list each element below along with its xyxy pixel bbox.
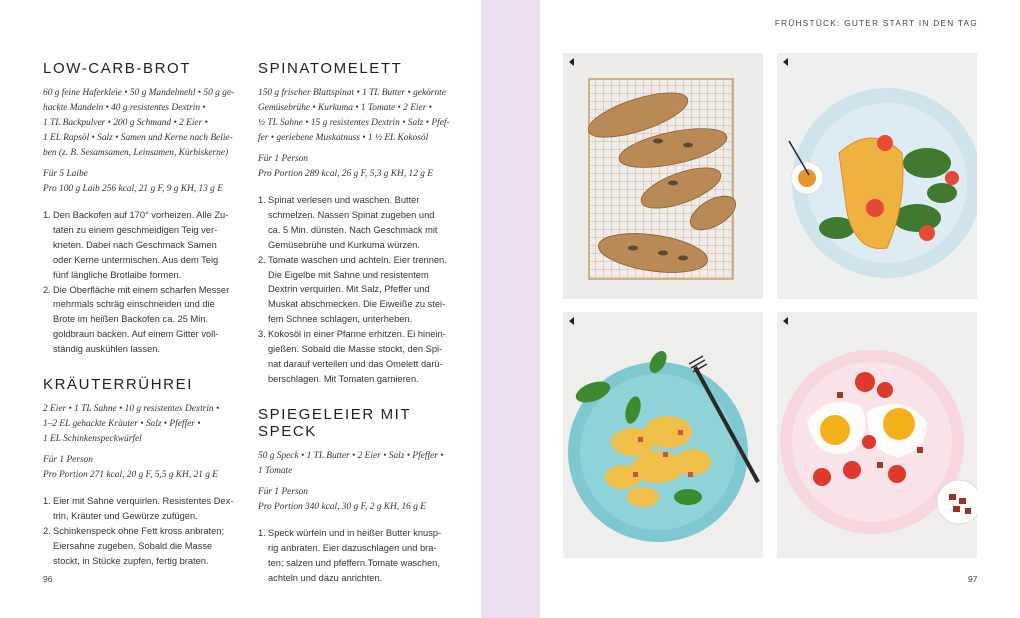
step-list <box>258 526 463 586</box>
step-list <box>43 494 243 569</box>
step-number: 2. <box>43 525 51 536</box>
step-line: Den Backofen auf 170° vorheizen. Alle Zu- <box>53 210 229 220</box>
step-item <box>43 494 243 524</box>
ingredient-line: 2 Eier • 1 TL Sahne • 10 g resistentes Dextrin • <box>43 404 220 415</box>
recipe-yield: Für 1 Person <box>258 154 308 164</box>
recipe-title: KRÄUTERRÜHREI <box>43 376 193 394</box>
recipe-low-carb-brot <box>43 60 243 357</box>
omelette-illustration <box>777 53 977 299</box>
step-line: rig anbraten. Eier dazuschlagen und bra- <box>268 542 437 553</box>
step-line: schmelzen. Nassen Spinat zugeben und <box>268 209 435 220</box>
photo-low-carb-bread <box>563 53 763 299</box>
recipe-title: SPINATOMELETT <box>258 60 403 77</box>
step-list <box>43 208 243 357</box>
caption-arrow-icon <box>783 317 788 325</box>
step-number: 2. <box>258 254 266 265</box>
ingredient-list <box>258 449 463 479</box>
step-line: Die Oberfläche mit einem scharfen Messer <box>53 284 230 295</box>
recipe-column-left <box>43 60 243 569</box>
step-line: Tomate waschen und achteln. Eier trennen. <box>268 254 447 265</box>
step-line: ständig auskühlen lassen. <box>53 344 160 355</box>
recipe-kraeuterruehrei <box>43 376 243 569</box>
ingredient-list <box>43 402 243 447</box>
recipe-column-right <box>258 60 463 585</box>
page-number-left: 96 <box>43 574 53 584</box>
running-head: FRÜHSTÜCK: GUTER START IN DEN TAG <box>774 19 978 28</box>
recipe-nutrition: Pro Portion 340 kcal, 30 g F, 2 g KH, 16 g E <box>258 501 426 512</box>
recipe-spinatomelett <box>258 60 463 387</box>
ingredient-line: Gemüsebrühe • Kurkuma • 1 Tomate • 2 Eier • <box>258 103 432 113</box>
photo-fried-eggs-bacon <box>777 312 977 558</box>
step-item <box>258 327 463 387</box>
recipe-title: SPIEGELEIER MIT SPECK <box>258 405 411 440</box>
ingredient-list <box>258 86 463 146</box>
step-list <box>258 193 463 387</box>
ingredient-line: hackte Mandeln • 40 g resistentes Dextrin • <box>43 103 206 113</box>
ingredient-line: 1–2 EL gehackte Kräuter • Salz • Pfeffer • <box>43 419 201 430</box>
recipe-title: LOW-CARB-BROT <box>43 60 192 77</box>
step-number: 1. <box>258 195 266 205</box>
ingredient-line: 1 TL Backpulver • 200 g Schmand • 2 Eier • <box>43 118 208 128</box>
step-item <box>43 524 243 569</box>
photo-spinach-omelette <box>777 53 977 299</box>
step-line: Speck würfeln und in heißer Butter knusp- <box>268 527 442 538</box>
step-line: goldbraun backen. Auf einem Gitter voll- <box>53 329 219 340</box>
step-number: 1. <box>43 210 51 220</box>
step-item <box>258 193 463 253</box>
step-line: fünf längliche Brotlaibe formen. <box>53 269 182 280</box>
ingredient-line: 50 g Speck • 1 TL Butter • 2 Eier • Salz • Pfeffer • <box>258 450 444 461</box>
ingredient-line: 1 EL Schinkenspeckwürfel <box>43 434 142 445</box>
recipe-yield: Für 5 Laibe <box>43 169 88 179</box>
recipe-yield: Für 1 Person <box>258 486 308 497</box>
step-number: 1. <box>43 496 51 507</box>
caption-arrow-icon <box>783 58 788 66</box>
step-line: fem Schnee schlagen, unterheben. <box>268 314 413 325</box>
step-line: kneten. Dabei nach Geschmack Samen <box>53 239 217 250</box>
ingredient-line: fer • geriebene Muskatnuss • 1 ½ EL Kokosöl <box>258 133 429 143</box>
step-line: Schinkenspeck ohne Fett kross anbraten; <box>53 525 225 536</box>
step-line: Eier mit Sahne verquirlen. Resistentes Dex- <box>53 496 234 507</box>
step-line: Spinat verlesen und waschen. Butter <box>268 195 420 205</box>
recipe-yield: Für 1 Person <box>43 455 93 466</box>
step-line: stockt, in Stücke zupfen, fertig braten. <box>53 555 209 566</box>
fried-eggs-illustration <box>777 312 977 558</box>
caption-arrow-icon <box>569 317 574 325</box>
page-number-right: 97 <box>968 574 978 584</box>
step-line: ca. 5 Min. dünsten. Nach Geschmack mit <box>268 224 438 235</box>
scrambled-eggs-illustration <box>563 312 763 558</box>
ingredient-line: 1 Tomate <box>258 465 293 476</box>
step-number: 2. <box>43 284 51 295</box>
ingredient-list <box>43 86 243 161</box>
step-line: Die Eigelbe mit Sahne und resistentem <box>268 269 429 280</box>
step-line: achteln und dazu anrichten. <box>268 572 383 583</box>
recipe-nutrition: Pro Portion 271 kcal, 20 g F, 5,5 g KH, 21 g E <box>43 470 218 481</box>
step-number: 1. <box>258 527 266 538</box>
ingredient-line: ben (z. B. Sesamsamen, Leinsamen, Kürbiskerne) <box>43 148 229 158</box>
step-item <box>258 526 463 586</box>
ingredient-line: ½ TL Sahne • 15 g resistentes Dextrin • Salz • Pfef- <box>258 118 450 128</box>
photo-herb-scrambled-eggs <box>563 312 763 558</box>
step-line: gießen. Sobald die Masse stockt, den Spi- <box>268 344 443 355</box>
ingredient-line: 60 g feine Haferkleie • 50 g Mandelmehl • 50 g ge- <box>43 88 235 98</box>
step-line: nat darauf verteilen und das Omelett darü- <box>268 358 443 369</box>
step-line: trin, Kräuter und Gewürze zufügen. <box>53 510 198 521</box>
step-line: oder Kerne untermischen. Aus dem Teig <box>53 254 219 265</box>
step-number: 3. <box>258 329 266 340</box>
ingredient-line: 1 EL Rapsöl • Salz • Samen und Kerne nach Belie- <box>43 133 233 143</box>
step-line: ten; salzen und pfeffern.Tomate waschen, <box>268 557 440 568</box>
step-line: Gemüsebrühe und Kurkuma würzen. <box>268 239 420 250</box>
step-item <box>43 208 243 283</box>
step-line: Brote im heißen Backofen ca. 25 Min. <box>53 314 209 325</box>
step-line: Eiersahne zugeben. Sobald die Masse <box>53 540 213 551</box>
recipe-nutrition: Pro 100 g Laib 256 kcal, 21 g F, 9 g KH, 13 g E <box>43 184 223 194</box>
step-item <box>258 253 463 328</box>
ingredient-line: 150 g frischer Blattspinat • 1 TL Butter • gekörnte <box>258 88 446 98</box>
page-gutter <box>481 0 540 618</box>
step-line: Kokosöl in einer Pfanne erhitzen. Ei hinein- <box>268 329 446 340</box>
bread-illustration <box>563 53 763 299</box>
recipe-nutrition: Pro Portion 289 kcal, 26 g F, 5,3 g KH, 12 g E <box>258 169 433 179</box>
step-line: Muskat abschmecken. Die Eiweiße zu stei- <box>268 299 446 310</box>
step-line: berschlagen. Mit Tomaten garnieren. <box>268 373 419 384</box>
step-line: Dextrin verquirlen. Mit Salz, Pfeffer und <box>268 284 430 295</box>
recipe-spiegeleier-mit-speck <box>258 406 463 586</box>
step-line: mehrmals schräg einschneiden und die <box>53 299 215 310</box>
step-line: taten zu einem geschmeidigen Teig ver- <box>53 224 218 235</box>
step-item <box>43 283 243 358</box>
caption-arrow-icon <box>569 58 574 66</box>
